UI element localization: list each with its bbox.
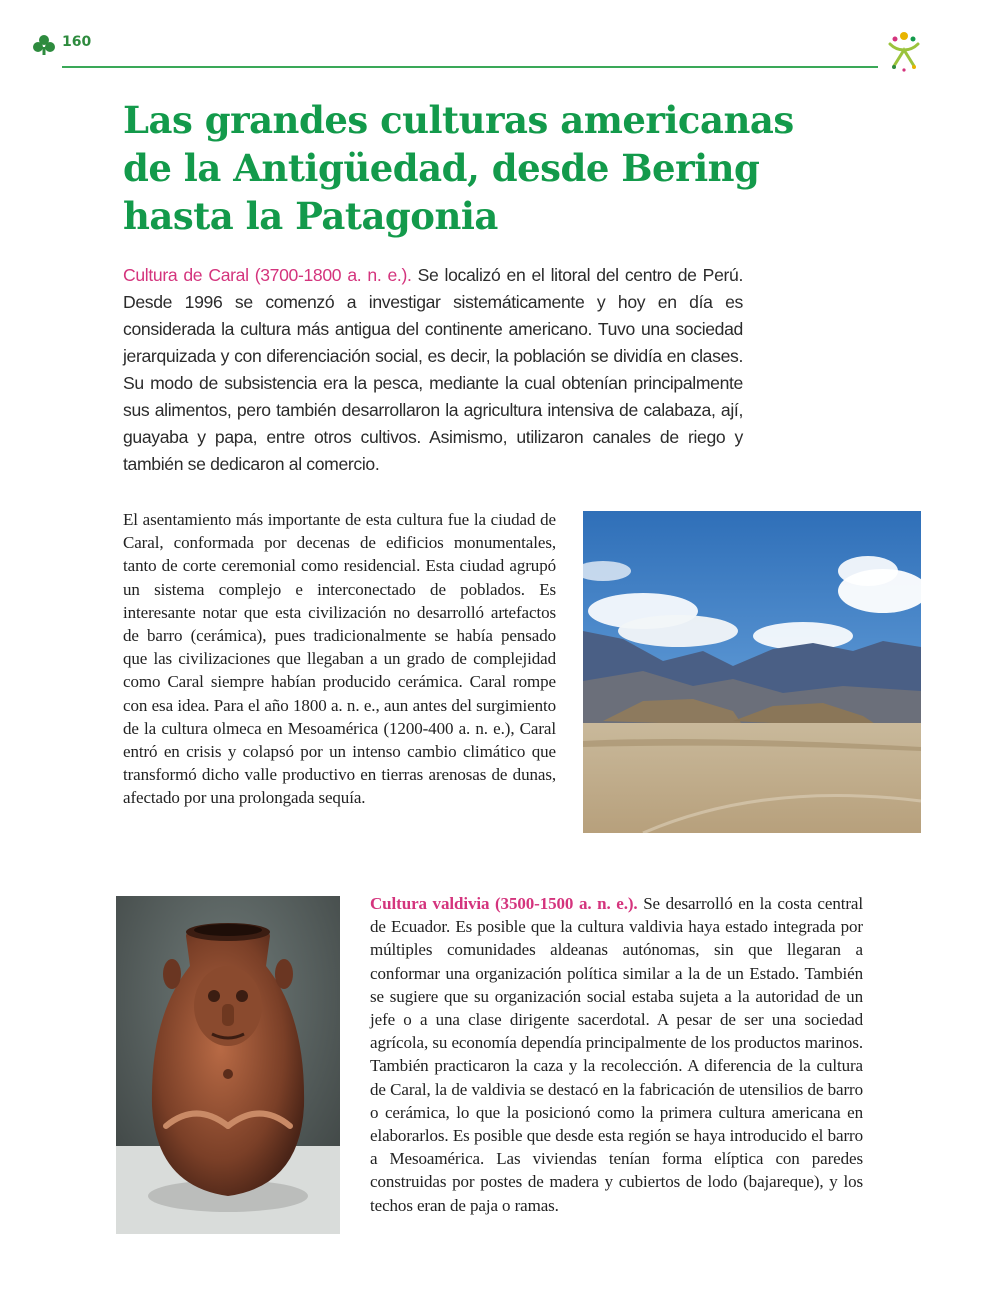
- page-number: 160: [62, 34, 92, 50]
- title-line: hasta la Patagonia: [123, 194, 498, 238]
- chapter-title: [123, 96, 863, 240]
- header-divider: [62, 66, 878, 68]
- caral-intro-text: Se localizó en el litoral del centro de Perú. Desde 1996 se comenzó a investigar sistemáticamente y hoy en día es considerada la cultura más antigua del continente americano. Tuvo una sociedad jerarquizada y con diferenciación social, es decir, la población se dividía en clases. Su modo de subsistencia era la pesca, mediante la cual obtenían principalmente sus alimentos, pero también desarrollaron la agricultura intensiva de calabaza, ají, guayaba y papa, entre otros cultivos. Asimismo, utilizaron canales de riego y también se dedicaron al comercio.: [123, 265, 743, 474]
- caral-intro-paragraph: [123, 262, 743, 478]
- title-line: Las grandes culturas americanas: [123, 98, 794, 142]
- figure-logo-icon: [884, 30, 924, 72]
- caral-pyramids-photo: [583, 511, 921, 833]
- clover-icon: [32, 34, 56, 56]
- valdivia-body-text: Se desarrolló en la costa central de Ecuador. Es posible que la cultura valdivia haya estado integrada por múltiples comunidades aldeanas autónomas, sin que llegaran a conformar una organización política similar a la de un Estado. También se sugiere que su organización social estaba sujeta a la autoridad de un jefe o a una clase dirigente sacerdotal. A pesar de ser una sociedad agrícola, su economía dependía principalmente de los productos marinos. También practicaron la caza y la recolección. A diferencia de la cultura de Caral, la de valdivia se destacó en la fabricación de utensilios de barro o cerámica, lo que la posicionó como la primera cultura americana en elaborarlos. Es posible que desde esta región se haya introducido el barro a Mesoamérica. Las viviendas tenían forma elíptica con paredes construidas por postes de madera y cubiertos de lodo (bajareque), y los techos eran de paja o ramas.: [370, 894, 863, 1215]
- caral-body-paragraph: El asentamiento más importante de esta cultura fue la ciudad de Caral, conformada por decenas de edificios monumentales, tanto de corte ceremonial como residencial. Esta ciudad agrupó un sistema complejo e interconectado de poblados. Es interesante notar que esta civilización no desarrolló artefactos de barro (cerámica), pues tradicionalmente se había pensado que las civilizaciones que llegaban a un grado de complejidad como Caral siempre habían producido cerámica. Caral rompe con esa idea. Para el año 1800 a. n. e., aun antes del surgimiento de la cultura olmeca en Mesoamérica (1200-400 a. n. e.), Caral entró en crisis y colapsó por un intenso cambio climático que transformó dicho valle productivo en tierras arenosas de dunas, afectado por una prolongada sequía.: [123, 510, 556, 808]
- valdivia-paragraph: [370, 892, 863, 1217]
- title-line: de la Antigüedad, desde Bering: [123, 146, 760, 190]
- valdivia-heading: Cultura valdivia (3500-1500 a. n. e.).: [370, 894, 638, 913]
- valdivia-vessel-photo: [116, 896, 340, 1234]
- caral-heading: Cultura de Caral (3700-1800 a. n. e.).: [123, 265, 412, 285]
